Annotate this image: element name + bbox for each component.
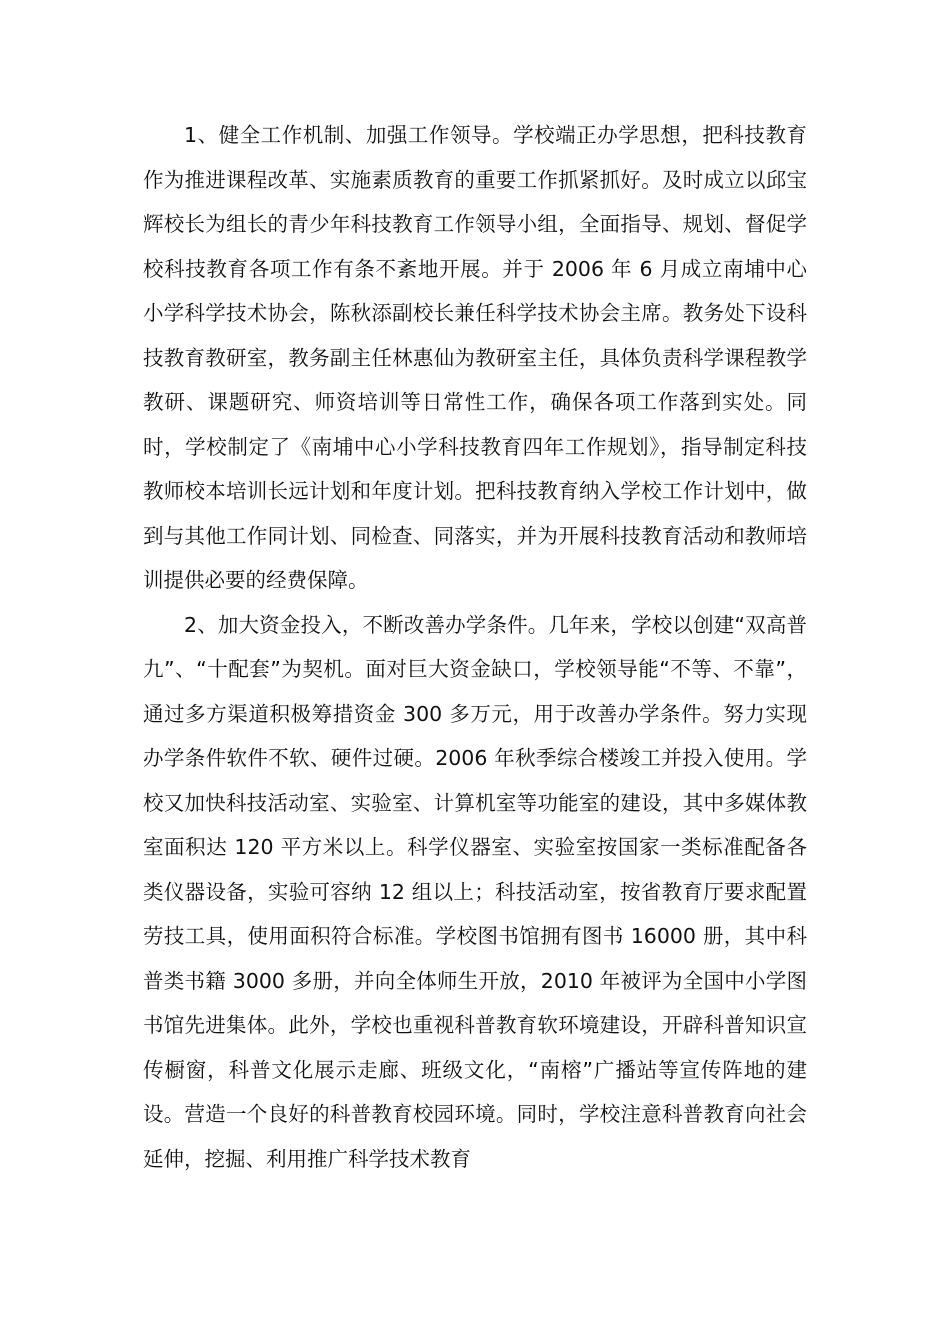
document-body <box>143 113 807 1181</box>
paragraph-work-mechanism: 1、健全工作机制、加强工作领导。学校端正办学思想，把科技教育作为推进课程改革、实施素质教育的重要工作抓紧抓好。及时成立以邱宝辉校长为组长的青少年科技教育工作领导小组，全面指导、规划、督促学校科技教育各项工作有条不紊地开展。并于 2006 年 6 月成立南埔中心小学科学技术协会，陈秋添副校长兼任科学技术协会主席。教务处下设科技教育教研室，教务副主任林惠仙为教研室主任，具体负责科学课程教学教研、课题研究、师资培训等日常性工作，确保各项工作落到实处。同时，学校制定了《南埔中心小学科技教育四年工作规划》，指导制定科技教师校本培训长远计划和年度计划。把科技教育纳入学校工作计划中，做到与其他工作同计划、同检查、同落实，并为开展科技教育活动和教师培训提供必要的经费保障。 <box>143 123 807 592</box>
paragraph-funding-investment: 2、加大资金投入，不断改善办学条件。几年来，学校以创建“双高普九”、“十配套”为契机。面对巨大资金缺口，学校领导能“不等、不靠”，通过多方渠道积极筹措资金 300 多万元，用于改善办学条件。努力实现办学条件软件不软、硬件过硬。2006 年秋季综合楼竣工并投入使用。学校又加快科技活动室、实验室、计算机室等功能室的建设，其中多媒体教室面积达 120 平方米以上。科学仪器室、实验室按国家一类标准配备各类仪器设备，实验可容纳 12 组以上；科技活动室，按省教育厅要求配置劳技工具，使用面积符合标准。学校图书馆拥有图书 16000 册，其中科普类书籍 3000 多册，并向全体师生开放，2010 年被评为全国中小学图书馆先进集体。此外，学校也重视科普教育软环境建设，开辟科普知识宣传橱窗，科普文化展示走廊、班级文化，“南榕”广播站等宣传阵地的建设。营造一个良好的科普教育校园环境。同时，学校注意科普教育向社会延伸，挖掘、利用推广科学技术教育 <box>143 612 807 1171</box>
